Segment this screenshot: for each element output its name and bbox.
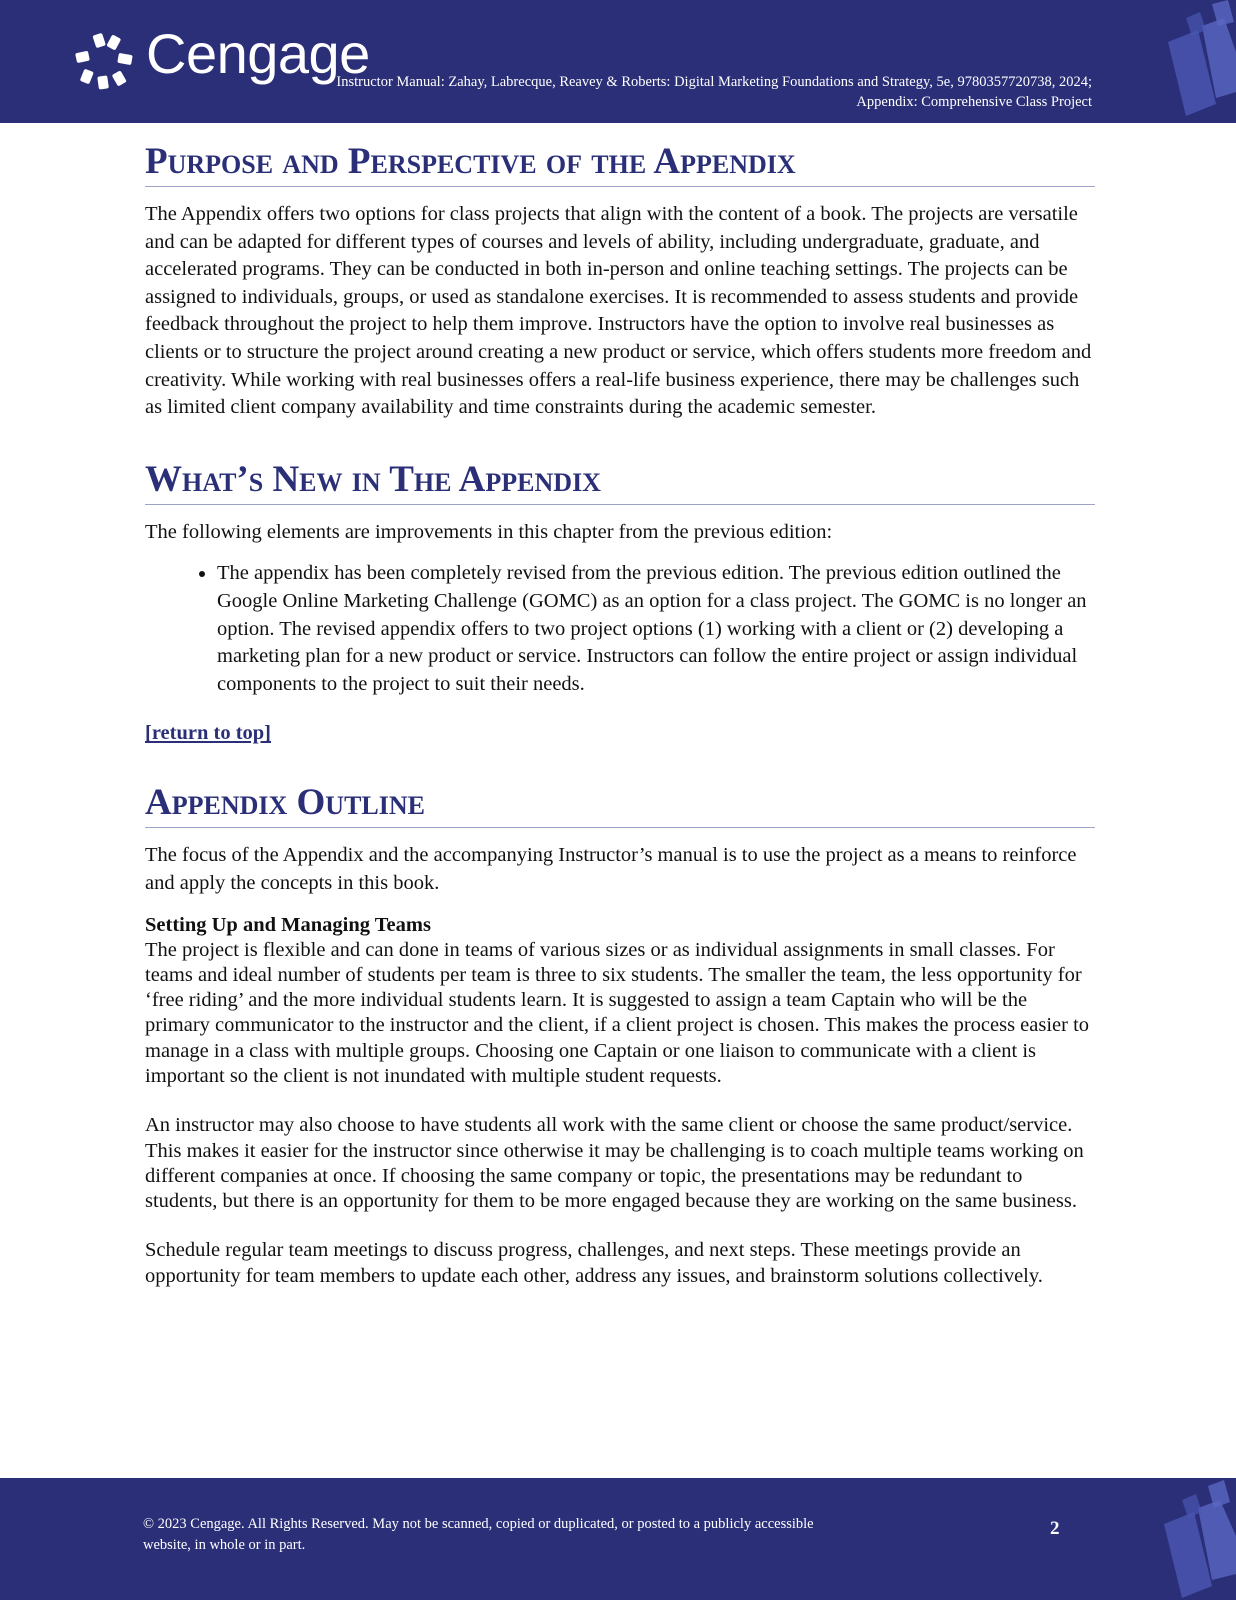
outline-paragraph: An instructor may also choose to have students all work with the same client or choose the same product/service. This makes it easier for the instructor since otherwise it may be challenging is to coach multiple teams working on different companies at once. If choosing the same company or topic, the presentations may be redundant to students, but there is an opportunity for them to be more engaged because they are working on the same business. bbox=[145, 1114, 1084, 1213]
header-citation: Instructor Manual: Zahay, Labrecque, Reavey & Roberts: Digital Marketing Foundations and Strategy, 5e, 9780357720738, 2024; Appendix: Comprehensive Class Project bbox=[336, 74, 1092, 110]
whats-new-intro: The following elements are improvements in this chapter from the previous edition: bbox=[145, 520, 833, 543]
page-header bbox=[0, 0, 1236, 123]
brand-name: Cengage bbox=[146, 22, 370, 85]
section-title-outline: Appendix Outline bbox=[145, 783, 1095, 828]
list-item: • The appendix has been completely revised from the previous edition. The previous edition outlined the Google Online Marketing Challenge (GOMC) as an option for a class project. The GOMC is no longer an option. The revised appendix offers to two project options (1) working with a client or (2) developing a marketing plan for a new product or service. Instructors can follow the entire project or assign individual components to the project to suit their needs. bbox=[217, 560, 1095, 698]
section-title-whats-new: What’s New in The Appendix bbox=[145, 460, 1095, 505]
copyright-notice: © 2023 Cengage. All Rights Reserved. May not be scanned, copied or duplicated, or posted to a publicly accessible website, in whole or in part. bbox=[143, 1516, 814, 1553]
page-number: 2 bbox=[1050, 1518, 1060, 1539]
decorative-shapes-icon bbox=[1146, 1478, 1236, 1600]
cengage-logo-mark-icon bbox=[74, 32, 136, 92]
outline-paragraph: The project is flexible and can done in teams of various sizes or as individual assignments in small classes. For teams and ideal number of students per team is three to six students. The smaller the team, the less opportunity for ‘free riding’ and the more individual students learn. It is suggested to assign a team Captain who will be the primary communicator to the instructor and the client, if a client project is chosen. This makes the process easier to manage in a class with multiple groups. Choosing one Captain or one liaison to communicate with a client is important so the client is not inundated with multiple student requests. bbox=[145, 938, 1090, 1087]
document-body bbox=[145, 142, 1095, 1289]
return-to-top-link[interactable]: [return to top] bbox=[145, 722, 272, 745]
subheading-managing-teams: Setting Up and Managing Teams bbox=[145, 913, 431, 936]
purpose-paragraph: The Appendix offers two options for class projects that align with the content of a book. The projects are versatile and can be adapted for different types of courses and levels of ability, including undergraduate, graduate, and accelerated programs. They can be conducted in both in-person and online teaching settings. The projects can be assigned to individuals, groups, or used as standalone exercises. It is recommended to assess students and provide feedback throughout the project to help them improve. Instructors have the option to involve real businesses as clients or to structure the project around creating a new product or service, which offers students more freedom and creativity. While working with real businesses offers a real-life business experience, there may be challenges such as limited client company availability and time constraints during the academic semester. bbox=[145, 203, 1092, 419]
whats-new-list bbox=[145, 560, 1095, 698]
page-footer bbox=[0, 1478, 1236, 1600]
decorative-shapes-icon bbox=[1146, 0, 1236, 123]
section-title-purpose: Purpose and Perspective of the Appendix bbox=[145, 142, 1095, 187]
outline-paragraph: Schedule regular team meetings to discuss progress, challenges, and next steps. These meetings provide an opportunity for team members to update each other, address any issues, and brainstorm solutions collectively. bbox=[145, 1239, 1043, 1287]
outline-intro: The focus of the Appendix and the accompanying Instructor’s manual is to use the project as a means to reinforce and apply the concepts in this book. bbox=[145, 844, 1077, 894]
